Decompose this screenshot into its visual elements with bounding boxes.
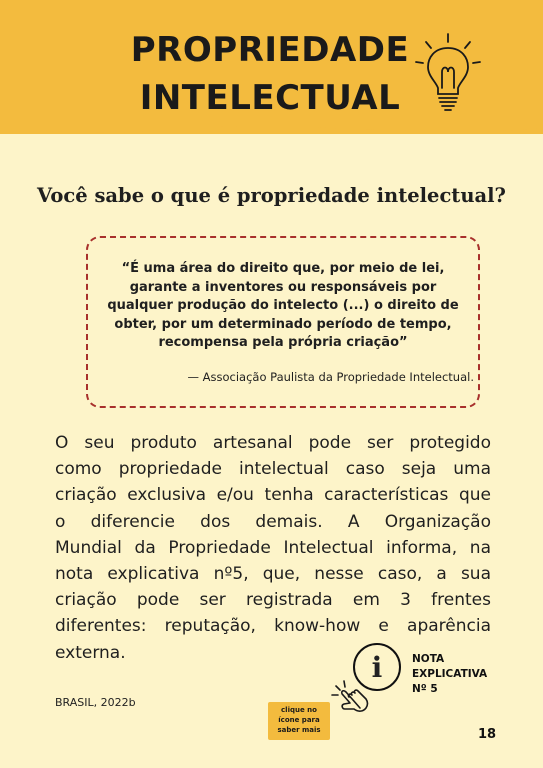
click-hint	[268, 702, 330, 740]
section-question: Você sabe o que é propriedade intelectual?	[37, 184, 506, 207]
title-line-2: INTELECTUAL	[139, 78, 401, 118]
body-line: diferentes: reputação, know-how e aparência	[55, 616, 491, 637]
note-label	[412, 652, 512, 697]
quote-line: qualquer produção do intelecto (...) o direito de	[107, 298, 459, 313]
pointing-hand-icon	[330, 678, 372, 718]
page-number: 18	[478, 727, 497, 742]
click-hint-line: ícone para	[278, 716, 320, 724]
body-line: externa.	[55, 642, 126, 663]
quote-source: — Associação Paulista da Propriedade Intelectual.	[187, 370, 474, 384]
quote-line: recompensa pela própria criação”	[158, 335, 408, 350]
body-line: o diferencie dos demais. A Organização	[55, 511, 491, 532]
note-label-line: EXPLICATIVA	[412, 668, 488, 680]
title-line-1: PROPRIEDADE	[130, 30, 410, 70]
body-line: Mundial da Propriedade Intelectual informa, na	[55, 537, 491, 558]
click-hint-line: saber mais	[277, 726, 321, 734]
body-paragraph	[55, 430, 491, 666]
note-label-line: NOTA	[412, 653, 445, 665]
click-hint-line: clique no	[281, 706, 317, 714]
citation: BRASIL, 2022b	[55, 696, 136, 709]
quote-line: “É uma área do direito que, por meio de lei,	[121, 261, 445, 276]
body-line: nota explicativa nº5, que, nesse caso, a sua	[55, 564, 491, 585]
info-icon[interactable]: i	[353, 643, 401, 691]
page-title	[120, 26, 420, 122]
body-line: criação exclusiva e/ou tenha características que	[55, 485, 491, 506]
quote-text	[96, 260, 470, 353]
body-line: criação pode ser registrada em 3 frentes	[55, 590, 491, 611]
quote-line: garante a inventores ou responsáveis por	[129, 279, 437, 295]
lightbulb-icon	[412, 30, 484, 120]
note-label-line: Nº 5	[412, 683, 438, 695]
body-line: O seu produto artesanal pode ser protegido	[55, 433, 491, 453]
body-line: como propriedade intelectual caso seja uma	[55, 459, 491, 480]
quote-line: obter, por um determinado período de tempo,	[114, 316, 452, 332]
